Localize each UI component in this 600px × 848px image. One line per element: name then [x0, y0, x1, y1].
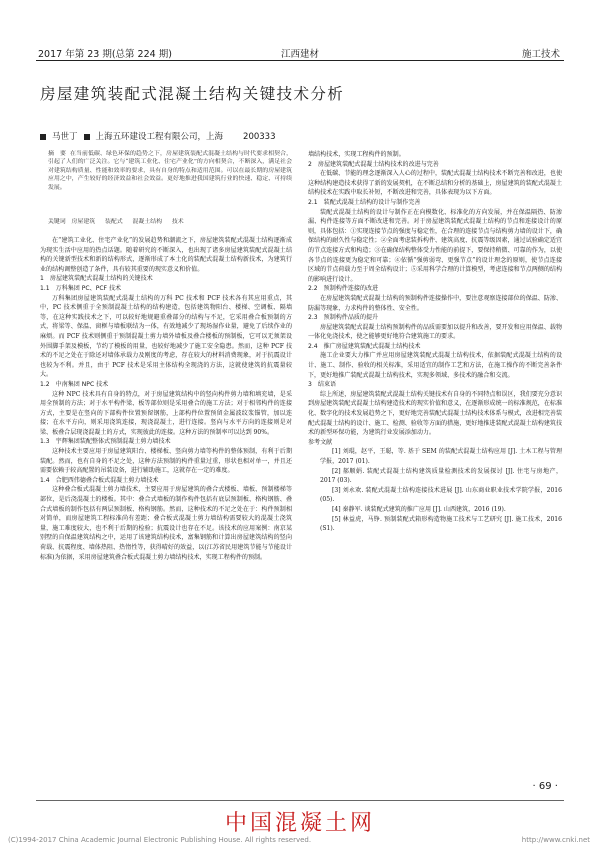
keywords: [48, 218, 292, 226]
paragraph-1-4: 这种叠合板式混凝土剪力墙技术，主要应用于房屋建筑的叠合式楼板、墙板、预制楼梯等部位，是后浇混凝土的楼板。其中：叠合式墙板的制作构件包括有底层预制板、格构钢筋、叠合式墙板的制作包括有两层预制板、格构钢筋。然而，这种技术的不足之处在于：构件预制相对简单，而房屋建筑工程标准尚有差距；叠合板式混凝土剪力墙结构需要较大的混凝土浇筑量，施工难度较大，也不利于后期的检验；抗震设计也存在不足。该技术的应用案例：南京某别墅的自保温建筑结构之中，运用了该建筑结构技术，富集钢筋和计算出房屋建筑结构的竖向荷载、抗震程度、墙体热阻、热惰性等，获得晴好的效益，以(江苏省民用建筑节能与节能设计标准)为依据，采用房屋建筑叠合板式混凝土剪力墙结构技术，实现工程构件的预制。: [40, 486, 292, 561]
intro-paragraph: 在“建筑工业化、住宅产业化”的发展趋势和潮流之下，房屋建筑装配式混凝土结构逐渐成为现实生活中应用的热点话题。随着研究的不断深入，也出现了诸多房屋建筑装配式混凝土结构的关键新型技术和新的结构形式，逐渐形成了本土化的装配式混凝土结构新技术，为建筑行业的结构调整创造了条件，具有较其重要的现实意义和价值。: [40, 237, 292, 273]
journal-issue: 2017 年第 23 期(总第 224 期): [38, 49, 172, 60]
paragraph-1-3: 这种技术主要应用于房屋建筑阳台、楼梯板、竖向剪力墙等构件的整体预制，有利于后期装配。然而，也有自身的不足之处，这种方法预制的构件重量过重，形状也相对单一，并且还需要依赖于较高配置的吊装设备，进行辅助施工，这就存在一定的难度。: [40, 448, 292, 475]
section-heading-3: 3 结束语: [308, 381, 337, 389]
reference-item: [2] 郝顺娟. 装配式混凝土结构建筑质量检测技术的发展探讨 [J]. 住宅与房地产，2017 (03).: [320, 467, 562, 485]
references-heading: 参考文献: [308, 438, 333, 446]
copyright-notice: (C)1994-2017 China Academic Journal Electronic Publishing House. All rights reserved.: [8, 836, 312, 844]
paragraph-3: 综上所述，房屋建筑装配式混凝土结构关键技术有自身的不同特点和误区，我们要充分意识到房屋建筑装配式混凝土结构建造技术的现实价值和意义，在逐渐形成统一的标准规范，在标准化、数字化的技术发展趋势之下，更好地完善装配式混凝土结构技术体系与模式，改进相完善装配式混凝土结构的设计、施工、检测、验收等方面的措施，更好地推进装配式混凝土结构建筑技术的新型环保功能，为建筑行业发展添加动力。: [308, 390, 562, 437]
author-name: 马世丁: [52, 132, 78, 142]
keyword: 房屋建筑: [71, 219, 96, 225]
journal-section: 施工技术: [521, 49, 560, 60]
subsection-heading-2-2: 2.2 预制构件连接的改进: [308, 285, 379, 293]
reference-item: [3] 刘永欢. 装配式混凝土结构连接技术进展 [J]. 山东商业职业技术学院学报，2016 (05).: [320, 486, 562, 504]
paragraph-2-1: 装配式混凝土结构的设计与制作正在向模数化、标准化的方向发展，并在保温隔热、防渗漏、构件连接等方面不断改进和完善。对于房屋建筑装配式混凝土结构的节点和连接设计的原则，具体包括：①实现连接节点的强度与稳定性，在合理的连接节点与结构剪力墙的设计下，确保结构的耐久性与稳定性；②全面考虑装拆构件、建筑高度、抗震等级因素，通过试验确定适宜的节点连接方式和构造；③在确保结构整体受力性能的前提下，要保持稍微、可靠的作为，以使各节点的连接更为稳定和可靠；④依循“强剪弱弯、更强节点”的设计理念的原则，使节点连接区域的节点荷载力至于周全结构设计；⑤采用科学合理的计算模型，考虑连接和节点两侧的结构的影响进行设计。: [308, 208, 562, 283]
paragraph-1-1: 万科集团房屋建筑装配式混凝土结构的万科 PC 技术和 PCF 技术各有其应用重点，其中，PC 技术侧重于全预制混凝土结构的结构建造，包括建筑物阳台、楼梯、空调板、隔墙等，在这种实践技术之下，可以较好地规避重叠部分的结构与不足，它采用叠合板预制的方式，将梁等、保温、窗框与墙板联结为一体，有效地减少了现场湿作业量，避免了后续作业的麻烦。而 PCF 技术则侧重于预制混凝土剪力墙外墙板及叠合楼板的预制板，它可以无须架设外围脚手架及模板，节约了模板的用量，也较好地减少了施工安全隐患。然而，这种 PCF 技术的不足之处在于除还对墙体承载力及刚度的考虑，存在较大的材料消费现象，对于抗震设计也较为不利。并且，由于 PCF 技术是采用主体结构全现浇的方法，这就使建筑的抗震量较大。: [40, 294, 292, 379]
abstract: [48, 150, 292, 192]
author-marker: [40, 134, 46, 140]
subsection-heading-2-1: 2.1 装配式混凝土结构的设计与制作完善: [308, 198, 421, 206]
keyword: 混凝土结构: [132, 219, 162, 225]
author-zipcode: 200333: [243, 132, 276, 142]
left-column: [40, 236, 292, 562]
section-heading-1: 1 房屋建筑装配式混凝土结构的关键技术: [40, 275, 153, 283]
affiliation-marker: [84, 134, 90, 140]
abstract-label: 摘 要: [48, 151, 67, 157]
author-line: [40, 130, 281, 142]
footer-rule: [36, 800, 564, 801]
subsection-heading-1-3: 1.3 宇辉集团装配整体式预制混凝土剪力墙技术: [40, 438, 171, 446]
page-number: · 69 ·: [532, 781, 558, 792]
keywords-label: 关键词: [48, 219, 66, 225]
paragraph-1-2: 这种 NPC 技术具有自身的特点，对于房屋建筑结构中的竖向构件剪力墙和填充墙，是采用全预制的方法；对于水平构件梁、板等部位则是采用叠合的施工方法；对于相邻构件的连接方式，主要是在竖向的下部构件位置预留钢筋，上部构件位置预留金属波纹浆锚管，加以连接；在水平方向，则采用浇筑连接，现浇混凝土，进行连接。竖向与水平方向的连接则是对梁、板叠合层现浇混凝土的方式，实现彼此的连接。这种方法的预制率可以达到 90%。: [40, 390, 292, 436]
subsection-heading-1-4: 1.4 合肥西伟德叠合板式混凝土剪力墙技术: [40, 476, 159, 484]
subsection-heading-1-1: 1.1 万科集团 PC、PCF 技术: [40, 284, 122, 292]
journal-name: 江西建材: [280, 49, 319, 60]
article-title: 房屋建筑装配式混凝土结构关键技术分析: [40, 85, 345, 103]
keyword: 技术: [171, 219, 184, 225]
cnki-url: http://www.cnki.net: [521, 836, 590, 844]
abstract-text: 在当前低碳、绿色环保的趋势之下，房屋建筑装配式混凝土结构与时代要求相契合，引起了人们的广泛关注。它与“建筑工业化、住宅产业化”的方向相契合，不断深入，满足社会对建筑结构质量、性能和效率的要求，具有自身的特点和适用范围。可以在最长期的房屋建筑应用之中，产生较好的经济效益和社会效益。更好地推进我国建筑行业的快速、稳定、可持续发展。: [48, 151, 293, 191]
paragraph-2-3: 房屋建筑装配式混凝土结构预制构件的品质需要加以提升和改善，要开发和应用保温、载物一体化免浇技术，使之能够更好地符合建筑施工的要求。: [308, 323, 562, 341]
paragraph-2-4: 施工企业要大力推广并应用房屋建筑装配式混凝土结构技术，依据装配式混凝土结构的设计、施工、制作、验收的相关标准，采用适宜的制作工艺和方法，在施工操作的不断完善条件下，更好地推广装配式混凝土结构技术，实现多领域、多技术的融合和交流。: [308, 352, 562, 379]
keyword: 装配式: [104, 219, 123, 225]
subsection-heading-1-2: 1.2 中南集团 NPC 技术: [40, 380, 109, 388]
reference-item: [1] 刘琨，赵平，王聪，等. 基于 SEM 的装配式混凝土结构应用 [J]. 土木工程与管理学报，2017 (01).: [320, 448, 562, 465]
section-heading-2: 2 房屋建筑装配式混凝土结构技术的改进与完善: [308, 160, 439, 168]
site-watermark: 中国混凝土网: [224, 811, 375, 836]
reference-item: [4] 秦静军. 谈装配式建筑的推广应用 [J]. 山西建筑，2016 (19).: [332, 505, 506, 513]
paragraph-continued: 墙结构技术，实现工程构件的预制。: [308, 151, 405, 158]
subsection-heading-2-3: 2.3 预制构件品质的提升: [308, 314, 379, 322]
subsection-heading-2-4: 2.4 推广房屋建筑装配式混凝土结构技术: [308, 342, 421, 350]
header-rule: [36, 60, 564, 61]
paragraph-2: 在低碳、节能的理念逐渐深入人心的过程中，装配式混凝土结构技术不断完善和改进，也使这种结构建造技术获得了新的发展契机，在不断总结和分析的基础上，房屋建筑的装配式混凝土结构技术在实践中取长补短，不断改进和完善，具体表现为以下方面。: [308, 170, 562, 197]
right-column: [308, 150, 562, 534]
reference-item: [5] 林益虎，马铮. 预制装配式箱形构造物施工技术与工艺研究 [J]. 施工技术，2016 (S1).: [320, 515, 562, 533]
paragraph-2-2: 在房屋建筑装配式混凝土结构的预制构件连接操作中，要注意观察连接部位的保温、防渗、防漏等现象，力求构件的整体性、安全性。: [308, 294, 562, 312]
author-affiliation: 上海五环建设工程有限公司，上海: [95, 132, 224, 142]
